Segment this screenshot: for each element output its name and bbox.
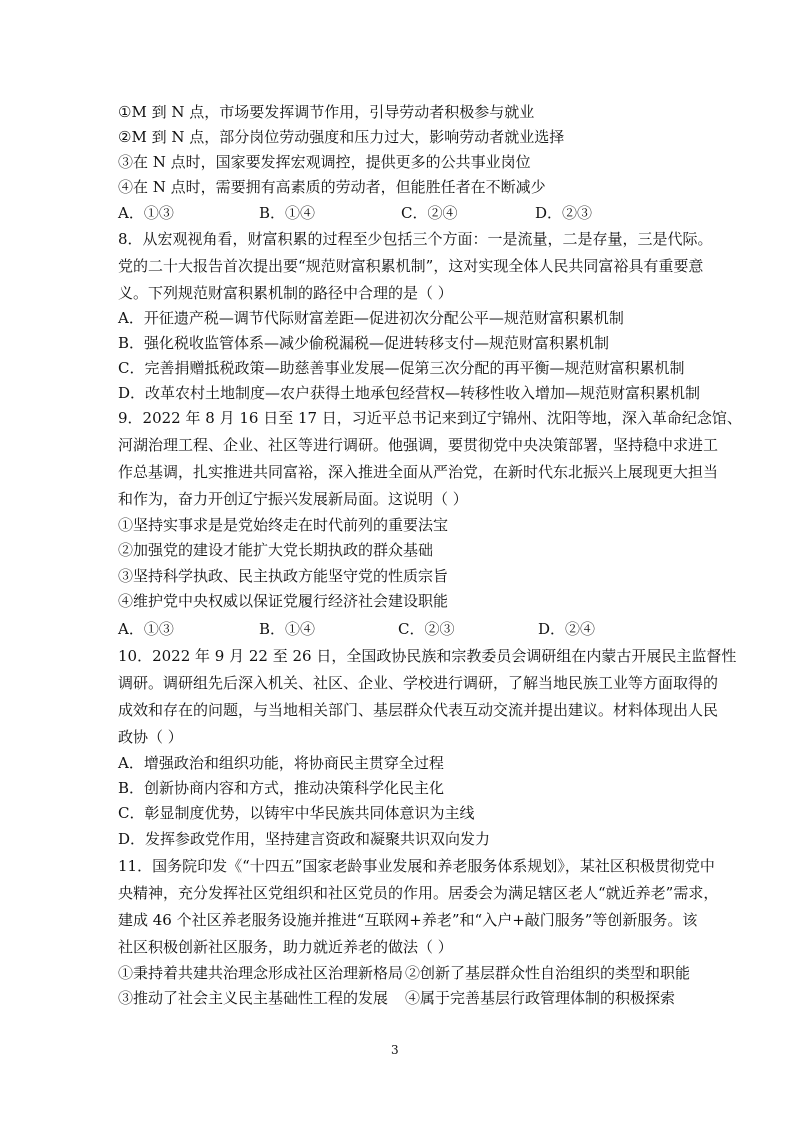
q8-option-b: B．强化税收监管体系—减少偷税漏税—促进转移支付—规范财富积累机制 [118,334,610,352]
q11-stem-line-4: 社区积极创新社区服务，助力就近养老的做法（ ） [118,938,453,956]
q10-option-a: A．增强政治和组织功能，将协商民主贯穿全过程 [118,754,444,772]
q11-item-1: ①秉持着共建共治理念形成社区治理新格局 [118,964,404,982]
q10-stem-line-3: 成效和存在的问题，与当地相关部门、基层群众代表互动交流并提出建议。材料体现出人民 [118,701,719,719]
q7-option-c: C．②④ [401,204,458,222]
q7-item-4: ④在 N 点时，需要拥有高素质的劳动者，但能胜任者在不断减少 [118,178,546,196]
q9-option-b: B．①④ [259,620,316,638]
q9-stem-line-2: 河湖治理工程、企业、社区等进行调研。他强调，要贯彻党中央决策部署，坚持稳中求进工 [118,436,719,454]
q9-stem-line-1: 9．2022 年 8 月 16 日至 17 日，习近平总书记来到辽宁锦州、沈阳等地，深入革命纪念馆、 [118,409,742,427]
q11-stem-line-1: 11．国务院印发《“十四五”国家老龄事业发展和养老服务体系规划》，某社区积极贯彻党中 [118,857,715,875]
page-number: 3 [391,1043,399,1057]
q8-stem-line-3: 义。下列规范财富积累机制的路径中合理的是（ ） [118,284,453,302]
q9-item-4: ④维护党中央权威以保证党履行经济社会建设职能 [118,592,449,610]
q10-stem-line-4: 政协（ ） [118,728,183,746]
q9-item-1: ①坚持实事求是是党始终走在时代前列的重要法宝 [118,516,449,534]
q7-item-2: ②M 到 N 点，部分岗位劳动强度和压力过大，影响劳动者就业选择 [118,128,565,146]
q8-stem-line-2: 党的二十大报告首次提出要“规范财富积累机制”，这对实现全体人民共同富裕具有重要意 [118,257,704,275]
q8-option-c: C．完善捐赠抵税政策—助慈善事业发展—促第三次分配的再平衡—规范财富积累机制 [118,359,685,377]
q7-option-a: A．①③ [118,204,174,222]
q11-stem-line-3: 建成 46 个社区养老服务设施并推进“互联网+养老”和“入户+敲门服务”等创新服务。该 [118,911,698,929]
q7-option-b: B．①④ [259,204,316,222]
q11-item-3: ③推动了社会主义民主基础性工程的发展 [118,989,389,1007]
q10-stem-line-1: 10．2022 年 9 月 22 至 26 日，全国政协民族和宗教委员会调研组在内蒙古开展民主监督性 [118,647,737,665]
q9-option-a: A．①③ [118,620,174,638]
q11-stem-line-2: 央精神，充分发挥社区党组织和社区党员的作用。居委会为满足辖区老人“就近养老”需求， [118,884,719,902]
q9-stem-line-3: 作总基调，扎实推进共同富裕，深入推进全面从严治党，在新时代东北振兴上展现更大担当 [118,463,719,481]
q10-option-c: C．彰显制度优势，以铸牢中华民族共同体意识为主线 [118,804,475,822]
q8-stem-line-1: 8．从宏观视角看，财富积累的过程至少包括三个方面：一是流量，二是存量，三是代际。 [118,230,713,248]
q9-item-3: ③坚持科学执政、民主执政方能坚守党的性质宗旨 [118,567,449,585]
q7-item-1: ①M 到 N 点，市场要发挥调节作用，引导劳动者积极参与就业 [118,103,535,121]
q8-option-d: D．改革农村土地制度—农户获得土地承包经营权—转移性收入增加—规范财富积累机制 [118,384,701,402]
q11-item-2: ②创新了基层群众性自治组织的类型和职能 [405,964,691,982]
q10-option-b: B．创新协商内容和方式，推动决策科学化民主化 [118,779,445,797]
q8-option-a: A．开征遗产税—调节代际财富差距—促进初次分配公平—规范财富积累机制 [118,309,624,327]
q7-option-d: D．②③ [535,204,593,222]
q10-option-d: D．发挥参政党作用，坚持建言资政和凝聚共识双向发力 [118,830,491,848]
q9-option-c: C．②③ [398,620,455,638]
q10-stem-line-2: 调研。调研组先后深入机关、社区、企业、学校进行调研，了解当地民族工业等方面取得的 [118,674,719,692]
q9-stem-line-4: 和作为，奋力开创辽宁振兴发展新局面。这说明（ ） [118,490,468,508]
q7-item-3: ③在 N 点时，国家要发挥宏观调控，提供更多的公共事业岗位 [118,153,531,171]
q9-item-2: ②加强党的建设才能扩大党长期执政的群众基础 [118,541,434,559]
q9-option-d: D．②④ [538,620,596,638]
q11-item-4: ④属于完善基层行政管理体制的积极探索 [405,989,676,1007]
